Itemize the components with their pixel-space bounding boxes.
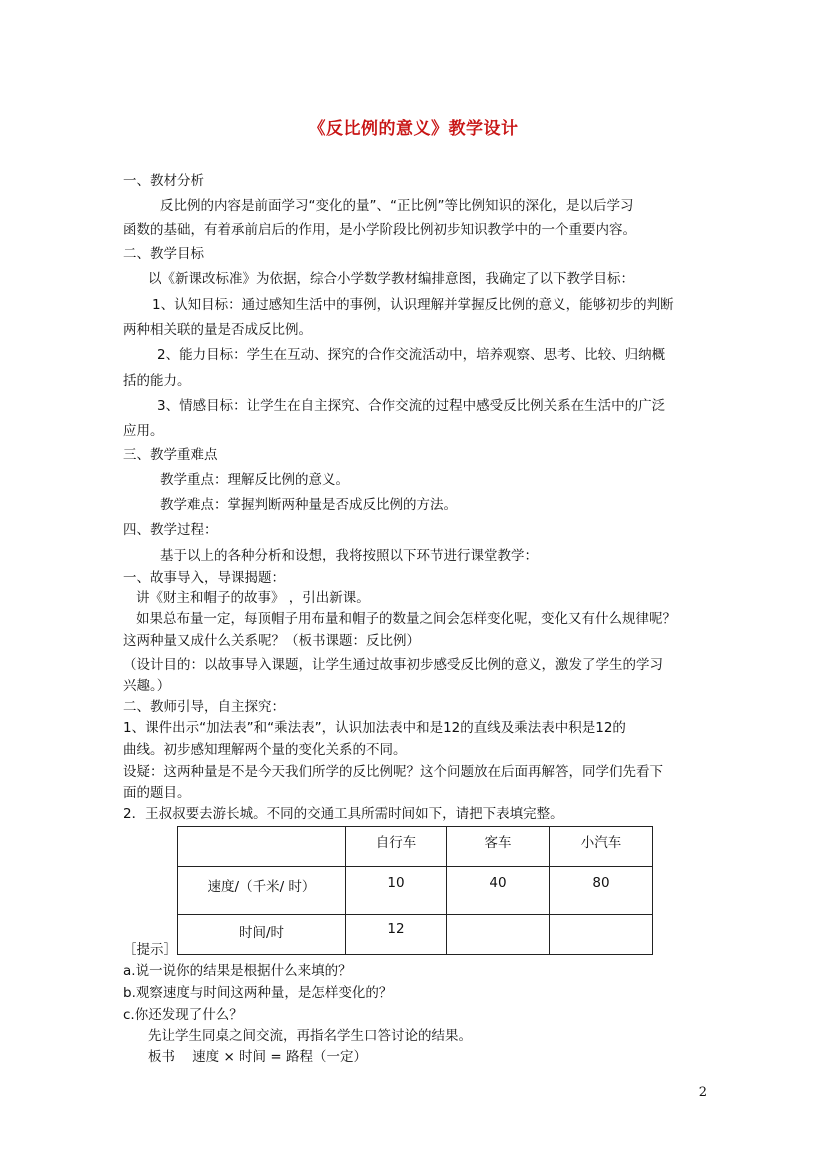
table-cell: 80 bbox=[550, 867, 653, 915]
paragraph-line: 1、课件出示“加法表”和“乘法表”，认识加法表中和是12的直线及乘法表中积是12的 bbox=[123, 720, 626, 736]
table-cell: 10 bbox=[346, 867, 447, 915]
paragraph-line: 这两种量又成什么关系呢？（板书课题：反比例） bbox=[123, 633, 420, 649]
paragraph-line: 应用。 bbox=[123, 423, 164, 439]
paragraph-line: （设计目的：以故事导入课题，让学生通过故事初步感受反比例的意义，激发了学生的学习 bbox=[123, 657, 663, 673]
paragraph-line: 括的能力。 bbox=[123, 373, 191, 389]
table-cell: 12 bbox=[346, 915, 447, 955]
paragraph-line: 教学难点：掌握判断两种量是否成反比例的方法。 bbox=[160, 497, 457, 513]
blackboard-formula: 板书 速度 × 时间 = 路程（一定） bbox=[148, 1049, 367, 1065]
paragraph-line: 教学重点：理解反比例的意义。 bbox=[160, 472, 349, 488]
paragraph-line: 曲线。初步感知理解两个量的变化关系的不同。 bbox=[123, 742, 407, 758]
paragraph-line: 面的题目。 bbox=[123, 785, 191, 801]
table-row bbox=[178, 867, 653, 915]
section-heading: 二、教师引导，自主探究： bbox=[123, 699, 285, 715]
paragraph-line: c.你还发现了什么？ bbox=[123, 1007, 243, 1023]
table-header-cell bbox=[178, 827, 346, 867]
paragraph-line: 反比例的内容是前面学习“变化的量”、“正比例”等比例知识的深化，是以后学习 bbox=[160, 198, 634, 214]
paragraph-line: 先让学生同桌之间交流，再指名学生口答讨论的结果。 bbox=[148, 1028, 472, 1044]
paragraph-line: 设疑：这两种量是不是今天我们所学的反比例呢？这个问题放在后面再解答，同学们先看下 bbox=[123, 764, 663, 780]
section-heading: 二、教学目标 bbox=[123, 246, 204, 262]
table-cell: 速度/（千米/ 时） bbox=[178, 867, 346, 915]
paragraph-line: 基于以上的各种分析和设想，我将按照以下环节进行课堂教学： bbox=[160, 548, 538, 564]
paragraph-line: 讲《财主和帽子的故事》 ，引出新课。 bbox=[136, 590, 370, 606]
paragraph-line: 如果总布量一定，每顶帽子用布量和帽子的数量之间会怎样变化呢，变化又有什么规律呢？ bbox=[136, 611, 676, 627]
table-cell: 40 bbox=[447, 867, 550, 915]
paragraph-line: b.观察速度与时间这两种量，是怎样变化的？ bbox=[123, 985, 393, 1001]
table-cell bbox=[447, 915, 550, 955]
paragraph-line: 两种相关联的量是否成反比例。 bbox=[123, 322, 312, 338]
table-cell bbox=[550, 915, 653, 955]
table-row bbox=[178, 915, 653, 955]
paragraph-line: 1、认知目标：通过感知生活中的事例，认识理解并掌握反比例的意义，能够初步的判断 bbox=[152, 297, 674, 313]
section-heading: 三、教学重难点 bbox=[123, 447, 218, 463]
section-heading: 一、故事导入，导课揭题： bbox=[123, 570, 285, 586]
table-header-row bbox=[178, 827, 653, 867]
travel-time-table bbox=[177, 826, 653, 955]
document-title: 《反比例的意义》教学设计 bbox=[308, 119, 519, 139]
paragraph-line: 兴趣。） bbox=[123, 678, 171, 694]
section-heading: 四、教学过程： bbox=[123, 522, 218, 538]
table-header-cell: 自行车 bbox=[346, 827, 447, 867]
hint-label: ［提示］ bbox=[123, 942, 177, 958]
paragraph-line: 2．王叔叔要去游长城。不同的交通工具所需时间如下，请把下表填完整。 bbox=[123, 806, 564, 822]
table-header-cell: 客车 bbox=[447, 827, 550, 867]
table-cell: 时间/时 bbox=[178, 915, 346, 955]
paragraph-line: a.说一说你的结果是根据什么来填的？ bbox=[123, 963, 352, 979]
section-heading: 一、教材分析 bbox=[123, 173, 204, 189]
table-header-cell: 小汽车 bbox=[550, 827, 653, 867]
paragraph-line: 3、情感目标：让学生在自主探究、合作交流的过程中感受反比例关系在生活中的广泛 bbox=[157, 398, 666, 414]
paragraph-line: 函数的基础，有着承前启后的作用，是小学阶段比例初步知识教学中的一个重要内容。 bbox=[123, 222, 636, 238]
paragraph-line: 以《新课改标准》为依据，综合小学数学教材编排意图，我确定了以下教学目标： bbox=[148, 271, 634, 287]
paragraph-line: 2、能力目标：学生在互动、探究的合作交流活动中，培养观察、思考、比较、归纳概 bbox=[157, 347, 666, 363]
page-number: 2 bbox=[698, 1085, 707, 1100]
